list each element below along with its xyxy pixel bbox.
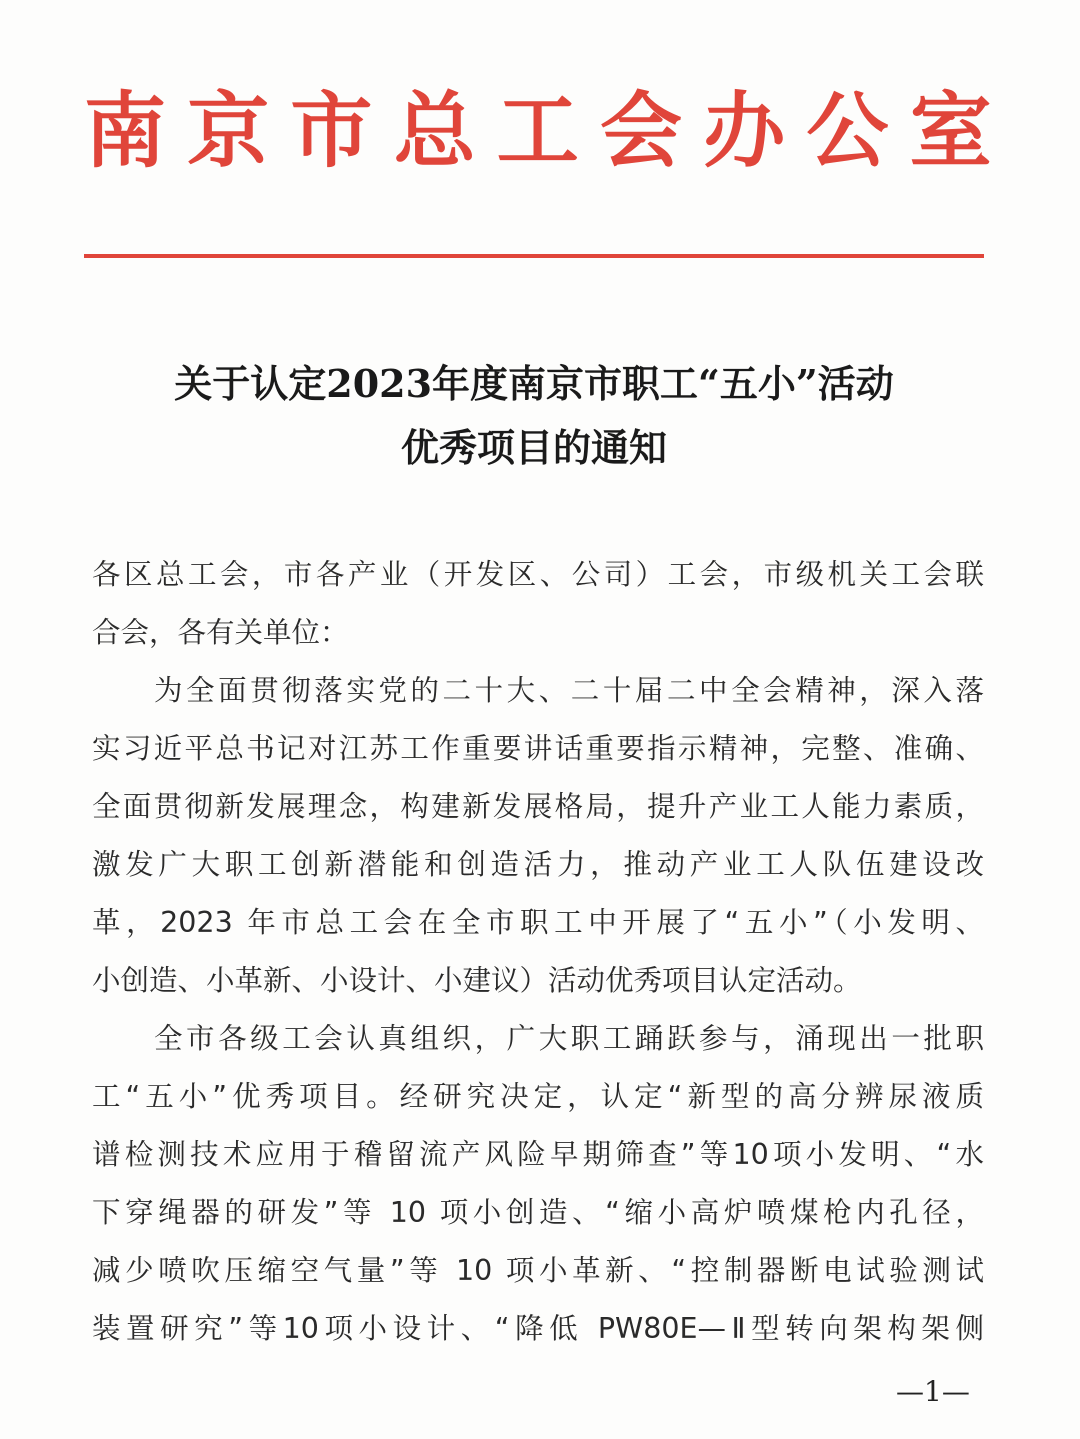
red-separator-line <box>84 254 984 258</box>
body-line: 小创造、小革新、小设计、小建议）活动优秀项目认定活动。 <box>92 964 862 997</box>
body-line: 工“五小”优秀项目。经研究决定，认定“新型的高分辨尿液质 <box>92 1080 984 1113</box>
body-line: 减少喷吹压缩空气量”等 10 项小革新、“控制器断电试验测试 <box>92 1254 984 1287</box>
body-line: 全面贯彻新发展理念，构建新发展格局，提升产业工人能力素质， <box>92 790 984 823</box>
body-line: 合会，各有关单位： <box>92 616 349 649</box>
body-line: 各区总工会，市各产业（开发区、公司）工会，市级机关工会联 <box>92 558 984 591</box>
issuing-organization-header: 南京市总工会办公室 <box>84 84 1013 179</box>
body-line: 革，2023 年市总工会在全市职工中开展了“五小”（小发明、 <box>92 906 984 939</box>
document-title-line-2: 优秀项目的通知 <box>400 425 667 470</box>
body-line: 下穿绳器的研发”等 10 项小创造、“缩小高炉喷煤枪内孔径， <box>92 1196 984 1229</box>
body-line: 实习近平总书记对江苏工作重要讲话重要指示精神，完整、准确、 <box>92 732 984 765</box>
body-line: 激发广大职工创新潜能和创造活力，推动产业工人队伍建设改 <box>92 848 984 881</box>
document-body <box>92 546 984 1358</box>
document-title-line-1: 关于认定2023年度南京市职工“五小”活动 <box>174 361 894 406</box>
body-line: 谱检测技术应用于稽留流产风险早期筛查”等10项小发明、“水 <box>92 1138 984 1171</box>
body-line: 装置研究”等10项小设计、“降低 PW80E—Ⅱ型转向架构架侧 <box>92 1312 984 1345</box>
body-line: 全市各级工会认真组织，广大职工踊跃参与，涌现出一批职 <box>154 1022 984 1055</box>
body-line: 为全面贯彻落实党的二十大、二十届二中全会精神，深入落 <box>154 674 984 707</box>
page-number: —1— <box>896 1375 970 1408</box>
document-title <box>84 352 984 480</box>
